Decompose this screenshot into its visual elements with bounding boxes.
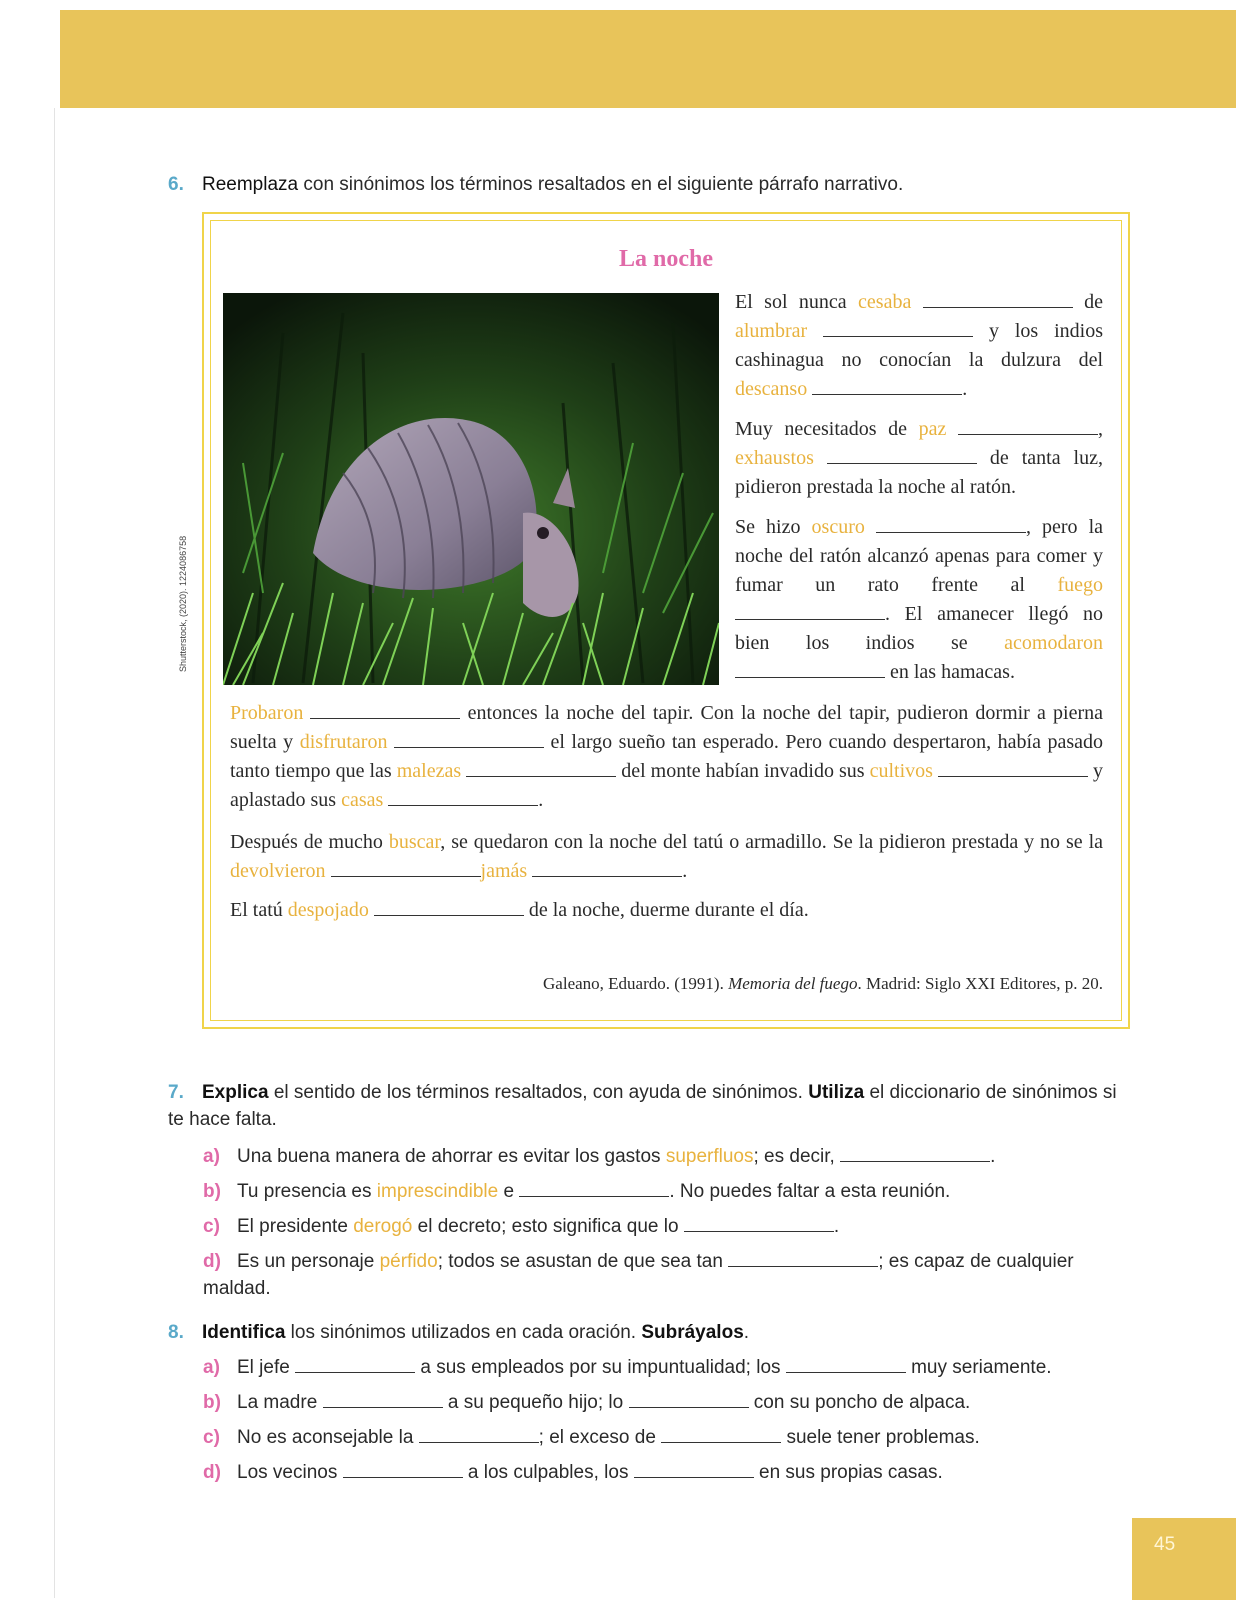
question-number: 7. [168, 1082, 184, 1103]
answer-blank[interactable] [735, 659, 885, 678]
q7-item-d [203, 1248, 1133, 1302]
text: , [1098, 418, 1103, 440]
text: ; todos se asustan de que sea tan [437, 1251, 723, 1272]
text: No es aconsejable la [237, 1427, 414, 1448]
answer-blank[interactable] [812, 376, 962, 395]
item-letter: a) [203, 1357, 220, 1378]
instruction-verb: Explica [202, 1082, 269, 1103]
text: entonces la noche del tapir. Con la noche del tapir, pudieron dormir a pierna suelta y [230, 702, 1103, 753]
answer-blank[interactable] [938, 758, 1088, 777]
answer-blank[interactable] [823, 318, 973, 337]
highlighted-term: descanso [735, 378, 808, 400]
question-number: 8. [168, 1322, 184, 1343]
highlighted-term: despojado [287, 899, 369, 921]
instruction-verb: Identifica [202, 1322, 286, 1343]
text: de tanta luz, pidieron prestada la noche al ratón. [735, 447, 1103, 498]
highlighted-term: exhaustos [735, 447, 814, 469]
text: de la noche, duerme durante el día. [523, 899, 809, 921]
answer-blank[interactable] [323, 1389, 443, 1408]
story-title: La noche [618, 246, 713, 272]
question-8-title [168, 1319, 749, 1346]
story-paragraph-4 [230, 699, 1103, 815]
citation [210, 974, 1103, 994]
answer-blank[interactable] [634, 1459, 754, 1478]
answer-blank[interactable] [519, 1178, 669, 1197]
text: el largo sueño tan esperado. Pero cuando despertaron, había pasado tanto tiempo que las [230, 731, 1103, 782]
highlighted-term: oscuro [811, 516, 865, 538]
highlighted-term: jamás [480, 860, 528, 882]
header-band [60, 10, 1236, 108]
text: La madre [237, 1392, 318, 1413]
instruction-text: . [743, 1322, 750, 1343]
answer-blank[interactable] [840, 1143, 990, 1162]
text: , se quedaron con la noche del tatú o armadillo. Se la pidieron prestada y no se la [440, 831, 1104, 853]
answer-blank[interactable] [958, 416, 1098, 435]
answer-blank[interactable] [466, 758, 616, 777]
highlighted-term: devolvieron [230, 860, 326, 882]
text: . [962, 378, 968, 400]
question-number: 6. [168, 174, 184, 195]
page-number-box [1132, 1518, 1236, 1600]
answer-blank[interactable] [684, 1213, 834, 1232]
text: Se hizo [735, 516, 812, 538]
question-7-title [168, 1079, 1128, 1133]
text: El presidente [237, 1216, 354, 1237]
answer-blank[interactable] [827, 445, 977, 464]
q7-item-c [203, 1213, 1133, 1240]
highlighted-term: disfrutaron [299, 731, 388, 753]
text: a su pequeño hijo; lo [447, 1392, 624, 1413]
answer-blank[interactable] [419, 1424, 539, 1443]
answer-blank[interactable] [629, 1389, 749, 1408]
instruction-text: el diccionario de sinónimos si te hace falta. [168, 1082, 1117, 1130]
story-paragraph-6 [230, 896, 1103, 925]
item-letter: d) [203, 1251, 221, 1272]
q8-item-b [203, 1389, 1133, 1416]
answer-blank[interactable] [661, 1424, 781, 1443]
answer-blank[interactable] [388, 787, 538, 806]
item-letter: d) [203, 1462, 221, 1483]
story-paragraph-5 [230, 828, 1103, 886]
highlighted-term: buscar [388, 831, 441, 853]
page-number: 45 [1154, 1534, 1176, 1555]
instruction-text: los sinónimos utilizados en cada oración. [285, 1322, 642, 1343]
story-right-column [735, 288, 1103, 698]
highlighted-term: paz [918, 418, 947, 440]
answer-blank[interactable] [728, 1248, 878, 1267]
answer-blank[interactable] [295, 1354, 415, 1373]
text: con su poncho de alpaca. [753, 1392, 971, 1413]
highlighted-term: pérfido [379, 1251, 438, 1272]
answer-blank[interactable] [310, 700, 460, 719]
text: e [498, 1181, 515, 1202]
highlighted-term: fuego [1057, 574, 1103, 596]
text: ; es decir, [753, 1146, 835, 1167]
answer-blank[interactable] [331, 858, 481, 877]
answer-blank[interactable] [786, 1354, 906, 1373]
item-letter: c) [203, 1427, 220, 1448]
text: Después de mucho [230, 831, 389, 853]
text: ; el exceso de [538, 1427, 656, 1448]
text: el decreto; esto significa que lo [412, 1216, 679, 1237]
item-letter: c) [203, 1216, 220, 1237]
text: y los indios cashinagua no conocían la dulzura del [735, 320, 1103, 371]
instruction-verb: Reemplaza [202, 174, 299, 195]
q8-item-c [203, 1424, 1133, 1451]
text: , pero la noche del ratón alcanzó apenas para comer y fumar un rato frente al [735, 516, 1104, 596]
text: El jefe [237, 1357, 290, 1378]
answer-blank[interactable] [876, 514, 1026, 533]
text: . [833, 1216, 840, 1237]
instruction-verb: Utiliza [808, 1082, 865, 1103]
photo-credit: Shutterstock, (2020). 1224086758 [178, 535, 188, 672]
text: Muy necesitados de [735, 418, 919, 440]
text: suele tener problemas. [786, 1427, 980, 1448]
text: en las hamacas. [885, 661, 1015, 683]
q8-item-d [203, 1459, 1133, 1486]
answer-blank[interactable] [394, 729, 544, 748]
text: Tu presencia es [237, 1181, 377, 1202]
text: ; es capaz de cualquier maldad. [203, 1251, 1074, 1299]
highlighted-term: alumbrar [735, 320, 808, 342]
answer-blank[interactable] [374, 897, 524, 916]
text: muy seriamente. [911, 1357, 1052, 1378]
text: a sus empleados por su impuntualidad; los [420, 1357, 781, 1378]
story-paragraph-3 [735, 513, 1103, 687]
highlighted-term: derogó [353, 1216, 413, 1237]
q8-item-a [203, 1354, 1133, 1381]
highlighted-term: imprescindible [376, 1181, 499, 1202]
item-letter: b) [203, 1392, 221, 1413]
item-letter: b) [203, 1181, 221, 1202]
text: El sol nunca [735, 291, 859, 313]
item-letter: a) [203, 1146, 220, 1167]
highlighted-term: cesaba [858, 291, 912, 313]
question-6-title [168, 171, 903, 198]
text: y aplastado sus [230, 760, 1104, 811]
highlighted-term: superfluos [665, 1146, 754, 1167]
text: Es un personaje [237, 1251, 380, 1272]
instruction-verb: Subráyalos [641, 1322, 744, 1343]
text: del monte habían invadido sus [616, 760, 870, 782]
highlighted-term: casas [341, 789, 384, 811]
answer-blank[interactable] [735, 601, 885, 620]
instruction-text: con sinónimos los términos resaltados en el siguiente párrafo narrativo. [298, 174, 904, 195]
highlighted-term: cultivos [869, 760, 933, 782]
q7-item-a [203, 1143, 1133, 1170]
text: . No puedes faltar a esta reunión. [669, 1181, 951, 1202]
q7-item-b [203, 1178, 1133, 1205]
text: Los vecinos [237, 1462, 338, 1483]
text: . [538, 789, 544, 811]
text: de [1072, 291, 1103, 313]
text: a los culpables, los [467, 1462, 629, 1483]
instruction-text: el sentido de los términos resaltados, con ayuda de sinónimos. [268, 1082, 809, 1103]
highlighted-term: Probaron [230, 702, 304, 724]
highlighted-term: acomodaron [1004, 632, 1103, 654]
book-title: Memoria del fuego [728, 974, 858, 993]
answer-blank[interactable] [343, 1459, 463, 1478]
answer-blank[interactable] [923, 289, 1073, 308]
margin-line [54, 108, 55, 1598]
highlighted-term: malezas [396, 760, 462, 782]
answer-blank[interactable] [532, 858, 682, 877]
story-paragraph-1 [735, 288, 1103, 404]
text: . Madrid: Siglo XXI Editores, p. 20. [857, 974, 1103, 993]
armadillo-photo [223, 293, 719, 685]
text: Una buena manera de ahorrar es evitar los gastos [237, 1146, 666, 1167]
text: Galeano, Eduardo. (1991). [543, 974, 729, 993]
text: . [682, 860, 688, 882]
text: en sus propias casas. [759, 1462, 943, 1483]
text: . El amanecer llegó no bien los indios se [735, 603, 1103, 654]
text: . [990, 1146, 996, 1167]
story-paragraph-2 [735, 415, 1103, 502]
text: El tatú [230, 899, 288, 921]
